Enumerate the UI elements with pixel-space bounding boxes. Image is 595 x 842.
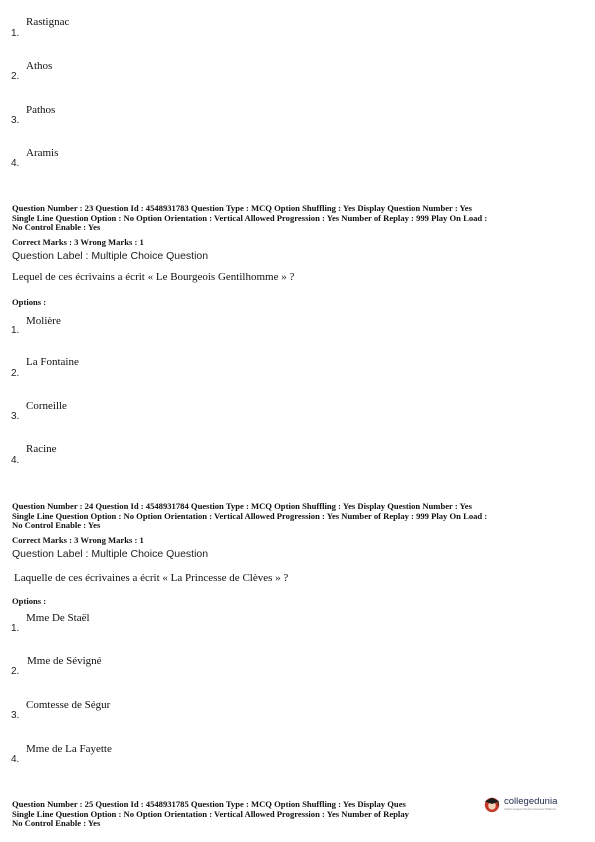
collegedunia-watermark bbox=[483, 792, 583, 816]
option-number: 2. bbox=[11, 71, 20, 82]
question-meta-line: Single Line Question Option : No Option Orientation : Vertical Allowed Progression : Yes Number of Replay bbox=[12, 808, 409, 819]
option-number: 3. bbox=[11, 710, 20, 721]
question-meta-line: No Control Enable : Yes bbox=[12, 222, 101, 233]
option-text: Molière bbox=[26, 315, 61, 327]
question-meta-line: No Control Enable : Yes bbox=[12, 818, 101, 829]
option-text: Aramis bbox=[26, 147, 59, 159]
options-heading: Options : bbox=[12, 596, 47, 606]
option-text: Athos bbox=[26, 60, 53, 72]
option-text: Comtesse de Ségur bbox=[26, 699, 111, 711]
watermark-brand: collegedunia bbox=[504, 796, 558, 807]
question-meta-line: Single Line Question Option : No Option Orientation : Vertical Allowed Progression : Yes Number of Replay : 999 Play On Load : bbox=[12, 510, 488, 521]
option-text: Racine bbox=[26, 443, 57, 455]
option-number: 3. bbox=[11, 115, 20, 126]
option-number: 1. bbox=[11, 325, 20, 336]
question-meta-line: Question Number : 24 Question Id : 4548931784 Question Type : MCQ Option Shuffling : Yes Display Question Number : Yes bbox=[12, 501, 472, 511]
option-text: Rastignac bbox=[26, 16, 70, 28]
question-meta bbox=[12, 502, 584, 531]
option-number: 1. bbox=[11, 623, 20, 634]
question-label: Question Label : Multiple Choice Question bbox=[12, 250, 209, 262]
option-number: 1. bbox=[11, 28, 20, 39]
option-number: 2. bbox=[11, 368, 20, 379]
question-meta-line: Single Line Question Option : No Option Orientation : Vertical Allowed Progression : Yes Number of Replay : 999 Play On Load : bbox=[12, 212, 488, 223]
question-text: Lequel de ces écrivains a écrit « Le Bourgeois Gentilhomme » ? bbox=[12, 271, 295, 283]
question-text: Laquelle de ces écrivaines a écrit « La Princesse de Clèves » ? bbox=[14, 572, 289, 584]
option-text: Mme de La Fayette bbox=[26, 743, 112, 755]
option-text: Mme De Staël bbox=[26, 612, 90, 624]
question-meta-line: Question Number : 25 Question Id : 4548931785 Question Type : MCQ Option Shuffling : Yes Display Ques bbox=[12, 799, 406, 809]
option-number: 3. bbox=[11, 411, 20, 422]
option-text: Mme de Sévigné bbox=[27, 655, 102, 667]
option-number: 4. bbox=[11, 754, 20, 765]
option-text: La Fontaine bbox=[26, 356, 79, 368]
option-number: 2. bbox=[11, 666, 20, 677]
graduation-cap-icon bbox=[483, 795, 501, 813]
watermark-text bbox=[504, 797, 557, 811]
question-meta-line: No Control Enable : Yes bbox=[12, 520, 101, 531]
options-heading: Options : bbox=[12, 297, 47, 307]
option-number: 4. bbox=[11, 158, 20, 169]
question-label: Question Label : Multiple Choice Question bbox=[12, 548, 209, 560]
option-text: Corneille bbox=[26, 400, 67, 412]
question-marks: Correct Marks : 3 Wrong Marks : 1 bbox=[12, 237, 144, 247]
option-text: Pathos bbox=[26, 104, 56, 116]
question-marks: Correct Marks : 3 Wrong Marks : 1 bbox=[12, 535, 144, 545]
option-number: 4. bbox=[11, 455, 20, 466]
question-meta bbox=[12, 204, 584, 233]
watermark-tagline: India's largest Student Review Platform bbox=[504, 807, 557, 811]
question-meta-line: Question Number : 23 Question Id : 4548931783 Question Type : MCQ Option Shuffling : Yes Display Question Number : Yes bbox=[12, 203, 472, 213]
